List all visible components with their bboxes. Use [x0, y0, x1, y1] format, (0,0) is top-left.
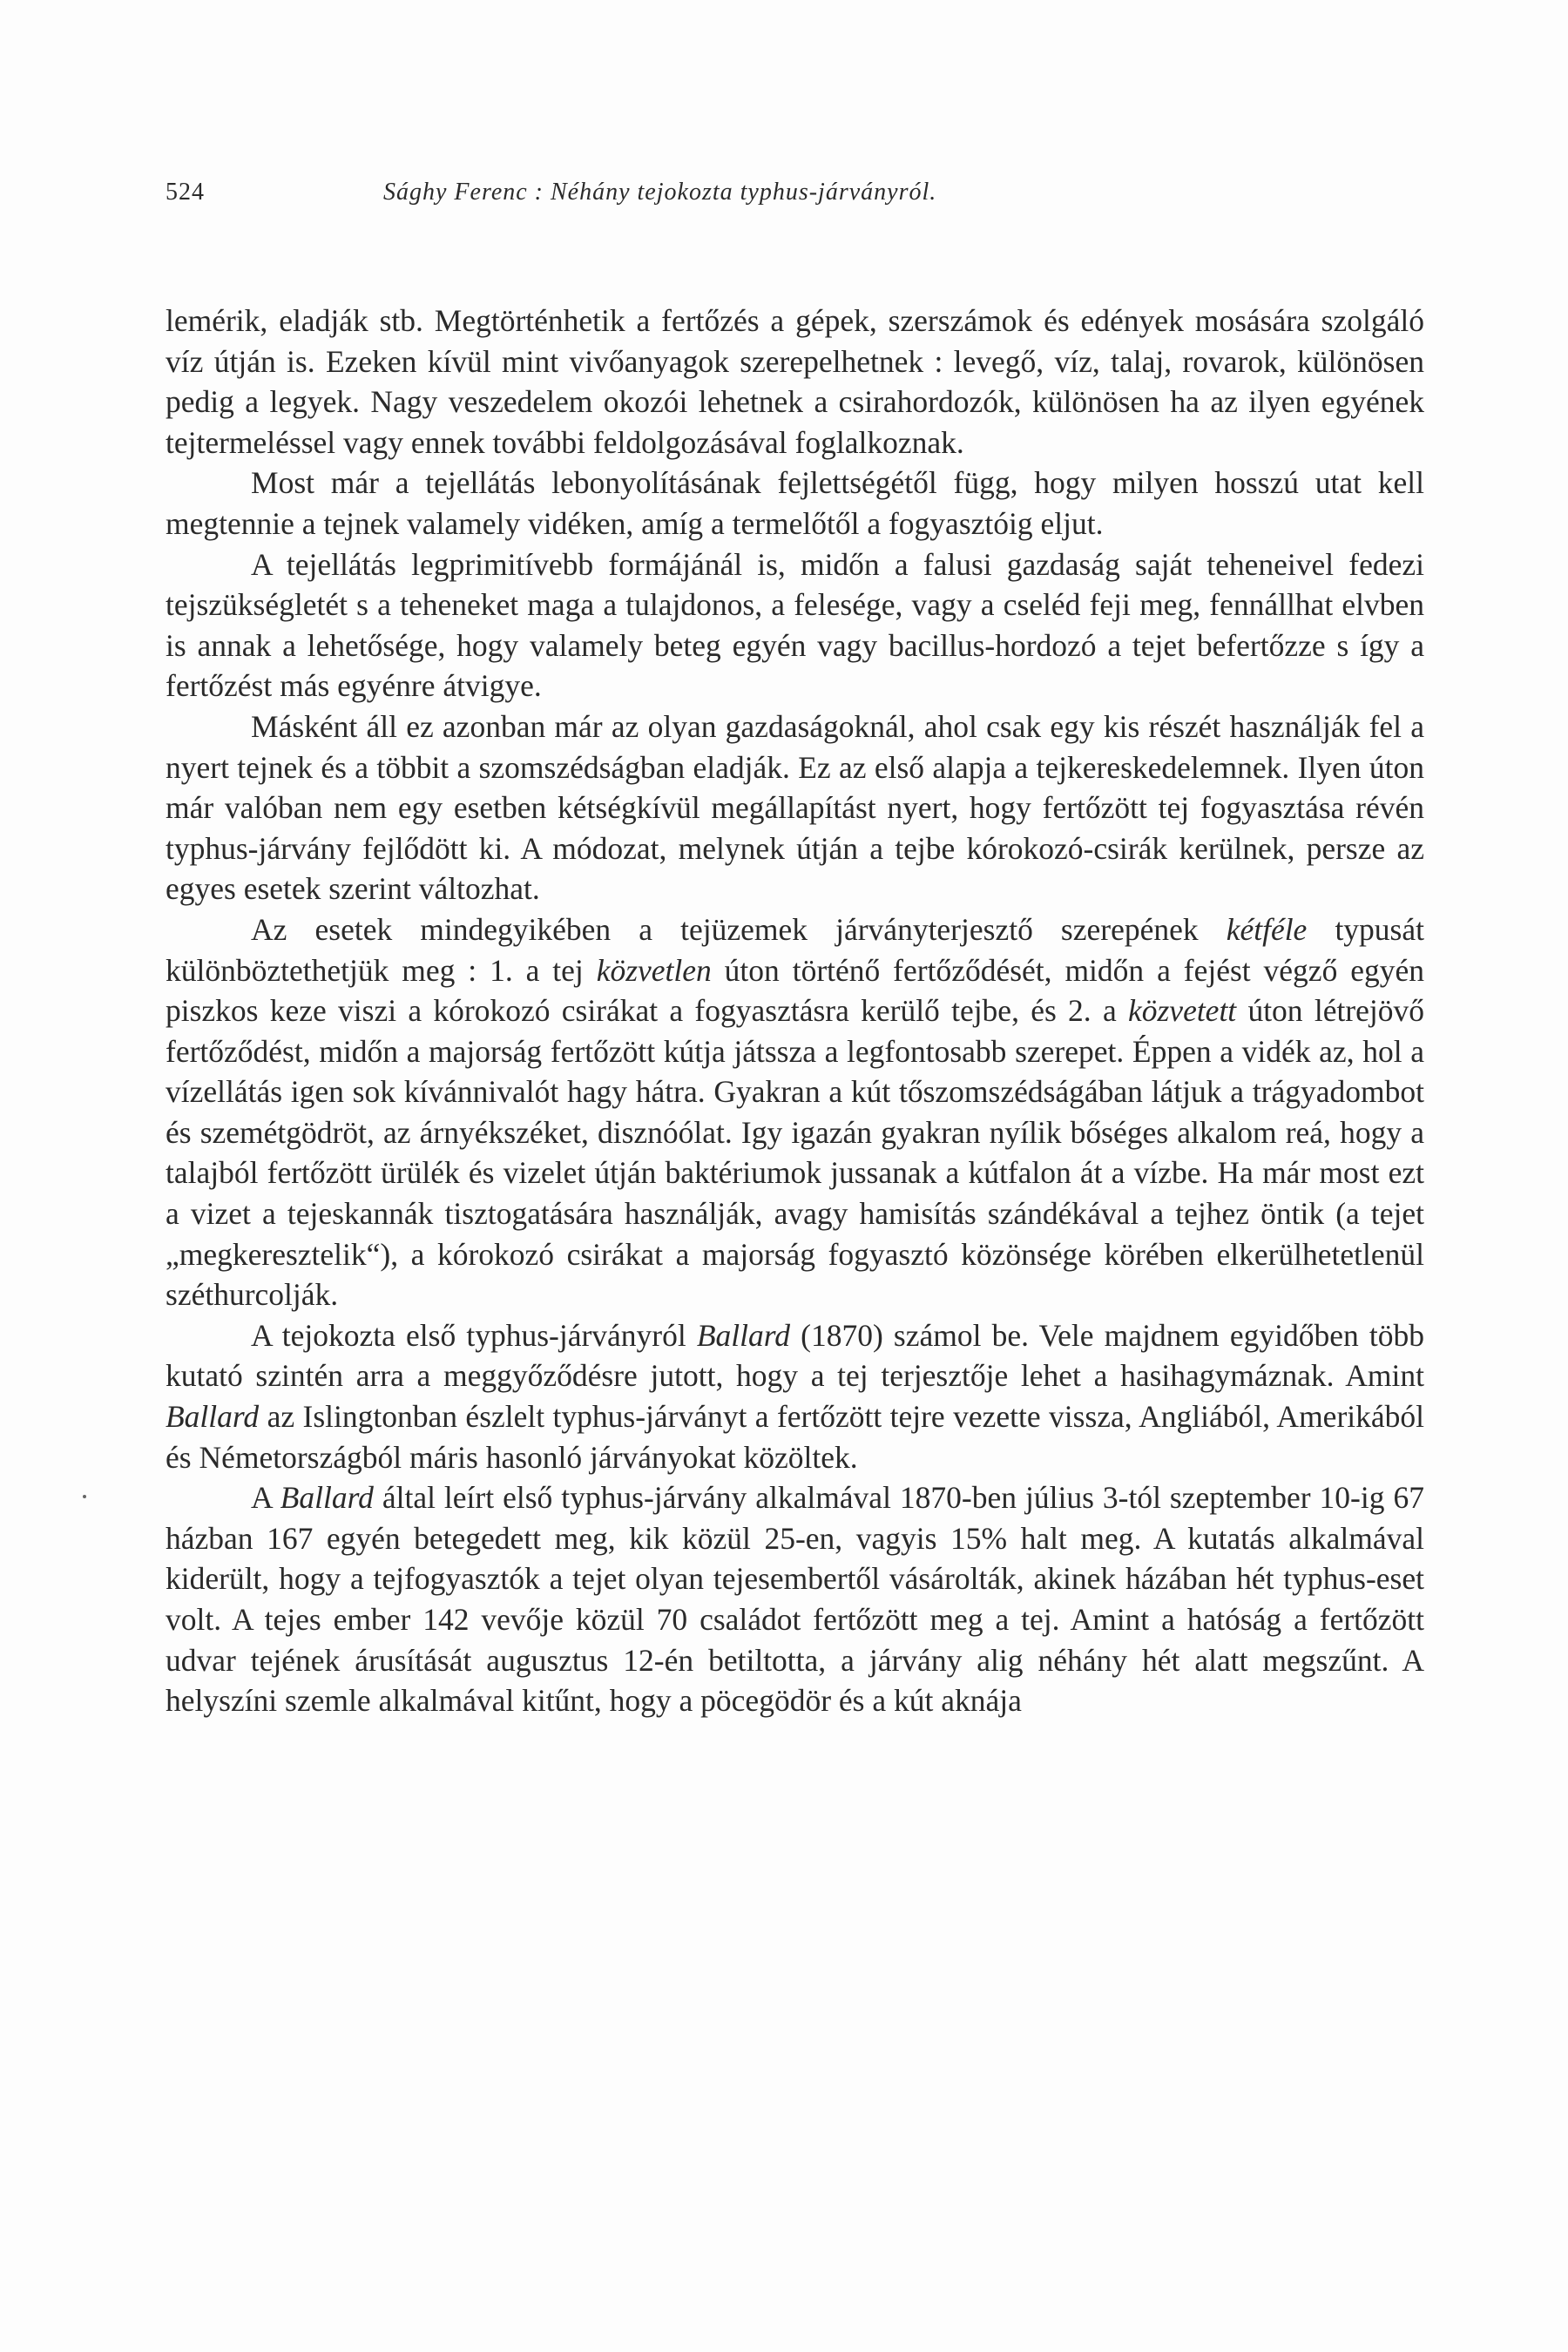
paragraph: [166, 1315, 1424, 1477]
italic-term: közvetlen: [596, 952, 712, 988]
text-run: lemérik, eladják stb. Megtörténhetik a fertőzés a gépek, szerszámok és edények mosására szolgáló víz útján is. Ezeken kívül mint vivőanyagok szerepelhetnek : levegő, víz, talaj, rovarok, különösen pedig a legyek. Nagy veszedelem okozói lehetnek a csirahordozók, különösen ha az ilyen egyének tejtermeléssel vagy ennek további feldolgozásával foglalkoznak.: [166, 303, 1424, 460]
text-run: Másként áll ez azonban már az olyan gazdaságoknál, ahol csak egy kis részét használják fel a nyert tejnek és a többit a szomszédságban eladják. Ez az első alapja a tejkereskedelemnek. Ilyen úton már valóban nem egy esetben kétségkívül megállapítást nyert, hogy fertőzött tej fogyasztása révén typhus-járvány fejlődött ki. A módozat, melynek útján a tejbe kórokozó-csirák kerülnek, persze az egyes esetek szerint változhat.: [166, 708, 1424, 907]
italic-author-name: Ballard: [280, 1480, 374, 1516]
paragraph: [166, 544, 1424, 706]
text-run: Az esetek mindegyikében a tejüzemek járványterjesztő szerepének: [251, 911, 1227, 947]
text-run: úton történő fertőződését, midőn a fejést végző egyén piszkos keze viszi a kórokozó csirákat a fogyasztásra kerülő tejbe, és 2. a: [166, 952, 1424, 1029]
text-run: úton létrejövő fertőződést, midőn a majorság fertőzött kútja játssza a legfontosabb szerepet. Éppen a vidék az, hol a vízellátás igen sok kívánnivalót hagy hátra. Gyakran a kút tőszomszédságában látjuk a trágyadombot és szemétgödröt, az árnyékszéket, disznóólat. Igy igazán gyakran nyílik bőséges alkalom reá, hogy a talajból fertőzött ürülék és vizelet útján baktériumok jussanak a kútfalon át a vízbe. Ha már most ezt a vizet a tejeskannák tisztogatására használják, avagy hamisítás szándékával a tejhez öntik (a tejet „megkeresztelik“), a kórokozó csirákat a majorság fogyasztó közönsége körében elkerülhetetlenül széthurcolják.: [166, 993, 1424, 1313]
text-run: A: [251, 1480, 280, 1516]
paragraph: [166, 301, 1424, 463]
text-run: A tejokozta első typhus-járványról: [251, 1317, 697, 1353]
italic-author-name: Ballard: [166, 1399, 260, 1435]
text-run: Most már a tejellátás lebonyolításának fejlettségétől függ, hogy milyen hosszú utat kell megtennie a tejnek valamely vidéken, amíg a termelőtől a fogyasztóig eljut.: [166, 465, 1424, 541]
italic-term: közvetett: [1127, 993, 1237, 1029]
italic-term: kétféle: [1226, 911, 1308, 947]
text-run: az Islingtonban észlelt typhus-járványt a fertőzött tejre vezette vissza, Angliából, Amerikából és Németországból máris hasonló járványokat közöltek.: [166, 1399, 1424, 1475]
paragraph: [166, 1477, 1424, 1721]
text-run: által leírt első typhus-járvány alkalmával 1870-ben július 3-tól szeptember 10-ig 67 házban 167 egyén betegedett meg, kik közül 25-en, vagyis 15% halt meg. A kutatás alkalmával kiderült, hogy a tejfogyasztók a tejet olyan tejesembertől vásárolták, akinek házában hét typhus-eset volt. A tejes ember 142 vevője közül 70 családot fertőzött meg a tej. Amint a hatóság a fertőzött udvar tejének árusítását augusztus 12-én betiltotta, a járvány alig néhány hét alatt megszűnt. A helyszíni szemle alkalmával kitűnt, hogy a pöcegödör és a kút aknája: [166, 1480, 1424, 1719]
page-header: [166, 179, 1420, 222]
italic-author-name: Ballard: [696, 1317, 791, 1353]
paragraph: [166, 909, 1424, 1315]
text-run: typusát különböztethetjük meg : 1. a tej: [166, 911, 1424, 988]
print-speck: [83, 1495, 86, 1498]
running-head: Sághy Ferenc : Néhány tejokozta typhus-járványról.: [383, 179, 937, 206]
page-number: 524: [166, 179, 205, 206]
body-text: [166, 301, 1424, 1721]
text-run: (1870) számol be. Vele majdnem egyidőben több kutató szintén arra a meggyőződésre jutott, hogy a tej terjesztője lehet a hasihagymáznak. Amint: [166, 1317, 1425, 1394]
text-run: A tejellátás legprimitívebb formájánál is, midőn a falusi gazdaság saját teheneivel fedezi tejszükségletét s a teheneket maga a tulajdonos, a felesége, vagy a cseléd feji meg, fennállhat elvben is annak a lehetősége, hogy valamely beteg egyén vagy bacillus-hordozó a tejet befertőzze s így a fertőzést más egyénre átvigye.: [166, 546, 1424, 704]
paragraph: [166, 706, 1424, 909]
paragraph: [166, 463, 1424, 544]
